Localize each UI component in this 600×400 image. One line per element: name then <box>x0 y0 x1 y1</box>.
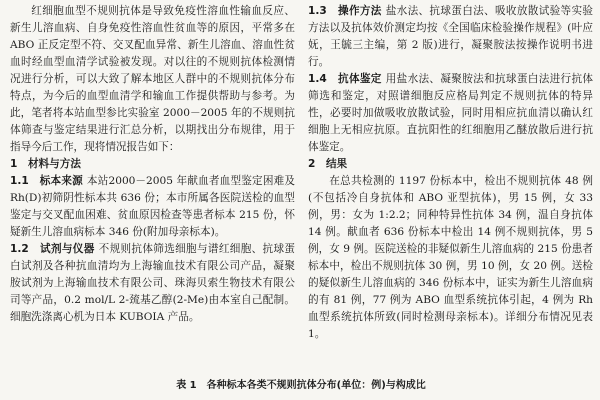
subsection-1-4 <box>308 71 593 156</box>
intro-paragraph: 红细胞血型不规则抗体是导致免疫性溶血性输血反应、新生儿溶血病、自身免疫性溶血性贫血等的原因，平常多在 ABO 正反定型不符、交叉配血异常、新生儿溶血、溶血性贫血时经血型血清学试验被发现。对以往的不规则抗体检测情况进行分析，可以大致了解本地区人群中的不规则抗体分布特点，为今后的血型血清学和输血工作提供帮助与参考。为此，笔者将本站血型参比实验室 2000－2005 年的不规则抗体筛查与鉴定结果进行汇总分析，以期找出分布规律，用于指导今后工作，现将情况报告如下： <box>10 5 295 153</box>
subsection-1-3 <box>308 3 593 71</box>
subsection-1-3-text: 盐水法、抗球蛋白法、吸收放散试验等实验方法以及抗体效价测定均按《全国临床检验操作规程》(叶应妩，王毓三主编，第 2 版)进行，凝聚胺法按操作说明书进行。 <box>308 5 593 68</box>
subsection-1-4-text: 用盐水法、凝聚胺法和抗球蛋白法进行抗体筛选和鉴定，对照谱细胞反应格局判定不规则抗体的特异性，必要时加做吸收放散试验，同时用相应抗血清以确认红细胞上无相应抗原。直抗阳性的红细胞用乙醚放散后进行抗体鉴定。 <box>308 73 593 153</box>
subsection-1-1 <box>10 173 295 241</box>
subsection-1-4-label: 1.4 抗体鉴定 <box>308 73 382 85</box>
table-caption: 表 1 各种标本各类不规则抗体分布(单位：例)与构成比 <box>176 380 426 391</box>
section-heading-materials: 1 材料与方法 <box>10 158 81 170</box>
subsection-1-2-text: 不规则抗体筛选细胞与谱红细胞、抗球蛋白试剂及各种抗血清均为上海输血技术有限公司产品，凝聚胺试剂为上海输血技术有限公司、珠海贝索生物技术有限公司等产品，0.2 mol/L 2-巯基乙醇(2-Me)由本室自己配制。细胞洗涤离心机为日本 KUBOIA 产品。 <box>10 243 295 323</box>
paper-page <box>10 3 592 397</box>
results-paragraph: 在总共检测的 1197 份标本中，检出不规则抗体 48 例(不包括冷自身抗体和 ABO 亚型抗体)，男 15 例，女 33 例，男：女为 1:2.2；同种特异性抗体 34 例，温自身抗体 14 例。献血者 636 份标本中检出 14 例不规则抗体，男 5 例，女 9 例。医院送检的非疑似新生儿溶血病的 215 份患者标本中，检出不规则抗体 30 例，男 10 例，女 20 例。送检的疑似新生儿溶血病的 346 份标本中，证实为新生儿溶血病的有 81 例，77 例为 ABO 血型系统抗体引起，4 例为 Rh 血型系统抗体所致(同时检测母亲标本)。详细分布情况见表 1。 <box>308 175 593 340</box>
subsection-1-2-label: 1.2 试剂与仪器 <box>10 243 95 255</box>
right-column <box>308 3 593 343</box>
subsection-1-2 <box>10 241 295 326</box>
subsection-1-1-label: 1.1 标本来源 <box>10 175 83 187</box>
subsection-1-1-text: 本站2000－2005 年献血者血型鉴定困难及 Rh(D)初筛阴性标本共 636 份；本市所属各医院送检的血型鉴定与交叉配血困难、贫血原因检查等患者标本 215 份，怀疑新生儿溶血病标本 346 份(附加母亲标本)。 <box>10 175 295 238</box>
section-heading-results: 2 结果 <box>308 158 348 170</box>
subsection-1-3-label: 1.3 操作方法 <box>308 5 382 17</box>
left-column <box>10 3 295 326</box>
